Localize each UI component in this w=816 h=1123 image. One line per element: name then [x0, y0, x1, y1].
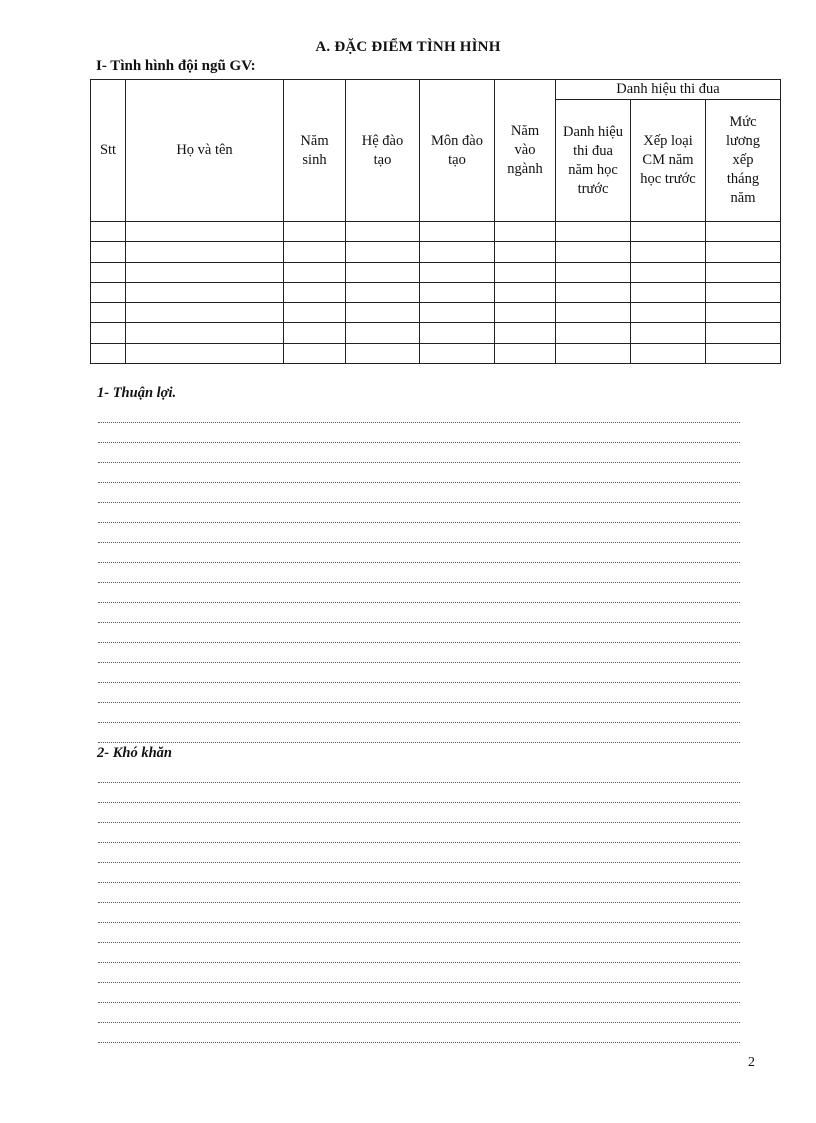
- table-cell: [420, 262, 495, 282]
- table-row: [91, 262, 781, 282]
- dotted-line: [98, 463, 740, 483]
- table-cell: [284, 323, 346, 343]
- table-cell: [631, 242, 706, 262]
- table-cell: [706, 242, 781, 262]
- dotted-line: [98, 1023, 740, 1043]
- table-cell: [706, 323, 781, 343]
- table-cell: [631, 262, 706, 282]
- table-cell: [706, 343, 781, 363]
- dotted-line: [98, 503, 740, 523]
- dotted-line: [98, 583, 740, 603]
- header-salary-level: Mức lương xếp tháng năm: [706, 100, 781, 222]
- table-cell: [706, 303, 781, 323]
- table-cell: [420, 242, 495, 262]
- dotted-line: [98, 543, 740, 563]
- table-cell: [495, 262, 556, 282]
- table-cell: [126, 262, 284, 282]
- header-professional-rating: Xếp loại CM năm học trước: [631, 100, 706, 222]
- header-name: Họ và tên: [126, 80, 284, 222]
- table-cell: [420, 323, 495, 343]
- dotted-line: [98, 443, 740, 463]
- dotted-line: [98, 603, 740, 623]
- table-cell: [495, 323, 556, 343]
- dotted-line: [98, 683, 740, 703]
- table-cell: [91, 282, 126, 302]
- dotted-line: [98, 643, 740, 663]
- advantages-lines: [98, 403, 740, 743]
- table-cell: [495, 303, 556, 323]
- table-cell: [420, 303, 495, 323]
- dotted-line: [98, 863, 740, 883]
- dotted-line: [98, 663, 740, 683]
- table-cell: [631, 303, 706, 323]
- dotted-line: [98, 783, 740, 803]
- table-cell: [346, 242, 420, 262]
- table-cell: [126, 282, 284, 302]
- table-cell: [556, 343, 631, 363]
- table-cell: [91, 242, 126, 262]
- table-row: [91, 343, 781, 363]
- table-cell: [126, 222, 284, 242]
- table-cell: [706, 262, 781, 282]
- dotted-line: [98, 523, 740, 543]
- dotted-line: [98, 423, 740, 443]
- dotted-line: [98, 883, 740, 903]
- table-cell: [284, 242, 346, 262]
- dotted-line: [98, 563, 740, 583]
- section-subtitle: I- Tình hình đội ngũ GV:: [96, 58, 256, 74]
- table-cell: [126, 242, 284, 262]
- table-cell: [91, 323, 126, 343]
- table-cell: [346, 222, 420, 242]
- dotted-line: [98, 943, 740, 963]
- header-stt: Stt: [91, 80, 126, 222]
- dotted-line: [98, 763, 740, 783]
- table-cell: [420, 343, 495, 363]
- table-cell: [495, 343, 556, 363]
- table-cell: [284, 262, 346, 282]
- table-row: [91, 303, 781, 323]
- section-heading-difficulties: 2- Khó khăn: [97, 745, 172, 761]
- table-row: [91, 282, 781, 302]
- table-cell: [631, 222, 706, 242]
- page-title: A. ĐẶC ĐIỂM TÌNH HÌNH: [315, 39, 501, 55]
- header-training-subject: Môn đào tạo: [420, 80, 495, 222]
- table-body: [91, 222, 781, 364]
- table-cell: [346, 323, 420, 343]
- header-training-system: Hệ đào tạo: [346, 80, 420, 222]
- table-cell: [420, 282, 495, 302]
- table-cell: [126, 323, 284, 343]
- page-number: 2: [748, 1055, 755, 1070]
- table-cell: [556, 262, 631, 282]
- dotted-line: [98, 983, 740, 1003]
- header-birth-year: Năm sinh: [284, 80, 346, 222]
- table-cell: [706, 282, 781, 302]
- table-cell: [556, 242, 631, 262]
- dotted-line: [98, 823, 740, 843]
- dotted-line: [98, 483, 740, 503]
- table-cell: [556, 323, 631, 343]
- header-previous-title: Danh hiệu thi đua năm học trước: [556, 100, 631, 222]
- dotted-line: [98, 1003, 740, 1023]
- table-cell: [91, 262, 126, 282]
- dotted-line: [98, 903, 740, 923]
- table-cell: [556, 303, 631, 323]
- table-cell: [631, 282, 706, 302]
- table-row: [91, 323, 781, 343]
- dotted-line: [98, 703, 740, 723]
- header-year-joined: Năm vào ngành: [495, 80, 556, 222]
- table-row: [91, 222, 781, 242]
- table-cell: [91, 303, 126, 323]
- table-cell: [420, 222, 495, 242]
- table-cell: [284, 222, 346, 242]
- dotted-line: [98, 963, 740, 983]
- table-cell: [91, 222, 126, 242]
- teacher-table: [90, 79, 781, 364]
- table-cell: [91, 343, 126, 363]
- table-cell: [495, 282, 556, 302]
- table-cell: [706, 222, 781, 242]
- section-heading-advantages: 1- Thuận lợi.: [97, 385, 177, 401]
- table-cell: [346, 282, 420, 302]
- difficulties-lines: [98, 763, 740, 1043]
- table-cell: [284, 303, 346, 323]
- dotted-line: [98, 803, 740, 823]
- dotted-line: [98, 623, 740, 643]
- table-cell: [126, 343, 284, 363]
- table-cell: [556, 282, 631, 302]
- table-cell: [284, 343, 346, 363]
- table-cell: [495, 242, 556, 262]
- table-cell: [346, 303, 420, 323]
- table-cell: [495, 222, 556, 242]
- table-cell: [346, 343, 420, 363]
- dotted-line: [98, 923, 740, 943]
- table-cell: [631, 343, 706, 363]
- dotted-line: [98, 723, 740, 743]
- dotted-line: [98, 843, 740, 863]
- table-cell: [284, 282, 346, 302]
- table-cell: [631, 323, 706, 343]
- table-cell: [126, 303, 284, 323]
- table-row: [91, 242, 781, 262]
- table-cell: [346, 262, 420, 282]
- header-emulation-group: Danh hiệu thi đua: [556, 80, 781, 100]
- table-cell: [556, 222, 631, 242]
- dotted-line: [98, 403, 740, 423]
